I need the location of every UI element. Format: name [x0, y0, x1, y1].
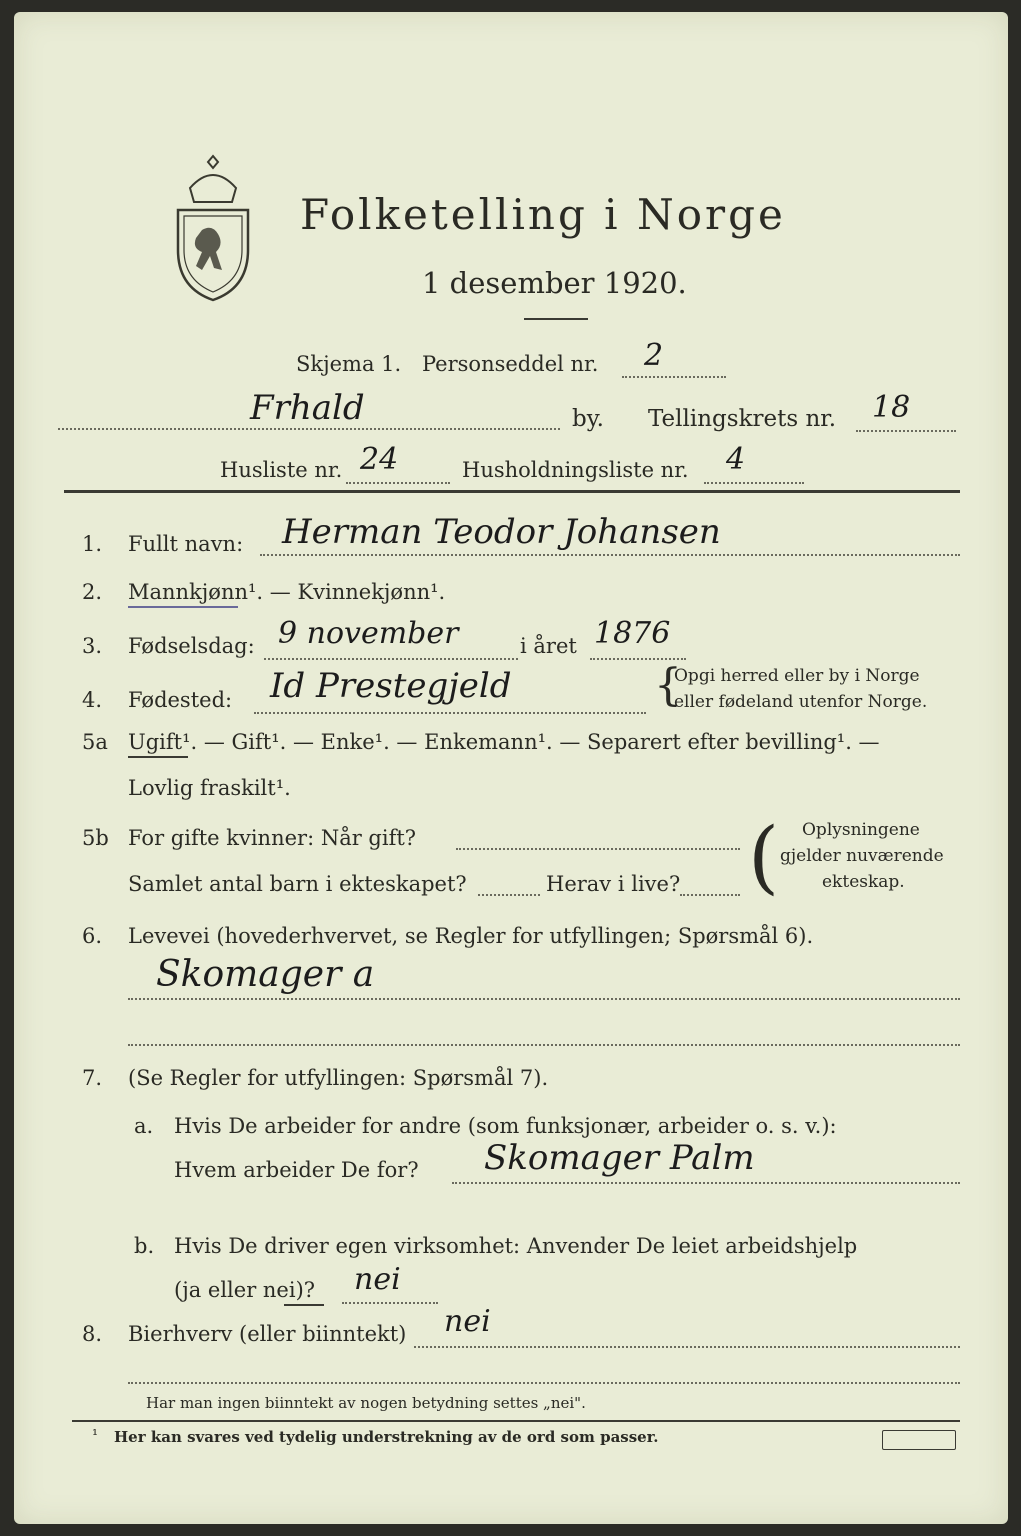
- q3-number: 3.: [82, 634, 103, 658]
- q8-line2: [128, 1382, 960, 1384]
- q3-value[interactable]: 9 november: [278, 616, 459, 651]
- city-line: [58, 428, 560, 430]
- husholdningsliste-label: Husholdningsliste nr.: [462, 458, 689, 482]
- q7a-line2: Hvem arbeider De for?: [174, 1158, 419, 1182]
- footnote-mark: ¹: [92, 1426, 99, 1444]
- q5b-note1: Oplysningene: [802, 820, 920, 840]
- q2-underline: [128, 606, 238, 608]
- q5b-line1-blank: [456, 848, 740, 850]
- q6-line2: [128, 1044, 960, 1046]
- q7b-line2: (ja eller nei)?: [174, 1278, 316, 1302]
- census-form-card: [14, 12, 1008, 1524]
- city-value[interactable]: Frhald: [250, 388, 365, 428]
- q5b-line2b: Herav i live?: [546, 872, 681, 896]
- footnote-text: Her kan svares ved tydelig understrekning av de ord som passer.: [114, 1428, 659, 1446]
- q1-line: [260, 554, 960, 556]
- q4-line: [254, 712, 646, 714]
- header-divider: [64, 490, 960, 493]
- q7b-line1: Hvis De driver egen virksomhet: Anvender De leiet arbeidshjelp: [174, 1234, 858, 1258]
- q7-number: 7.: [82, 1066, 103, 1090]
- q5b-line1: For gifte kvinner: Når gift?: [128, 826, 417, 850]
- personseddel-label: Personseddel nr.: [422, 352, 599, 376]
- title-divider: [524, 318, 588, 320]
- personseddel-value[interactable]: 2: [644, 338, 664, 373]
- q5b-live-blank: [680, 894, 740, 896]
- personseddel-line: [622, 376, 726, 378]
- husholdningsliste-line: [704, 482, 804, 484]
- nei-note: Har man ingen biinntekt av nogen betydning settes „nei".: [146, 1394, 586, 1412]
- q7-label: (Se Regler for utfyllingen: Spørsmål 7).: [128, 1066, 549, 1090]
- q7a-value[interactable]: Skomager Palm: [484, 1138, 755, 1178]
- husliste-value[interactable]: 24: [360, 442, 399, 477]
- tellingskrets-label: Tellingskrets nr.: [648, 406, 837, 432]
- q6-label: Levevei (hovederhvervet, se Regler for utfyllingen; Spørsmål 6).: [128, 924, 814, 948]
- q2-label: Mannkjønn¹. — Kvinnekjønn¹.: [128, 580, 446, 604]
- by-label: by.: [572, 406, 604, 432]
- footnote-divider: [72, 1420, 960, 1422]
- q5a-line2: Lovlig fraskilt¹.: [128, 776, 291, 800]
- q4-value[interactable]: Id Prestegjeld: [270, 666, 512, 706]
- q7b-line: [342, 1302, 438, 1304]
- q5b-brace: (: [748, 810, 780, 903]
- husliste-line: [346, 482, 450, 484]
- husliste-label: Husliste nr.: [220, 458, 343, 482]
- q6-value[interactable]: Skomager a: [156, 954, 375, 995]
- q5a-underline: [128, 756, 188, 758]
- husholdningsliste-value[interactable]: 4: [726, 442, 746, 477]
- q7a-line1: Hvis De arbeider for andre (som funksjonær, arbeider o. s. v.):: [174, 1114, 837, 1138]
- q4-note-line1: Opgi herred eller by i Norge: [674, 666, 920, 686]
- q5b-note3: ekteskap.: [822, 872, 905, 892]
- q4-label: Fødested:: [128, 688, 233, 712]
- q3-year-value[interactable]: 1876: [594, 616, 671, 651]
- q4-note-line2: eller fødeland utenfor Norge.: [674, 692, 928, 712]
- q1-label: Fullt navn:: [128, 532, 244, 556]
- q1-number: 1.: [82, 532, 103, 556]
- q4-brace: {: [654, 660, 682, 711]
- q1-value[interactable]: Herman Teodor Johansen: [282, 512, 721, 552]
- q8-value[interactable]: nei: [444, 1304, 491, 1339]
- tellingskrets-value[interactable]: 18: [872, 390, 911, 425]
- q5a-number: 5a: [82, 730, 108, 754]
- q5b-note2: gjelder nuværende: [780, 846, 944, 866]
- q7b-letter: b.: [134, 1234, 155, 1258]
- q7b-nei-underline: [284, 1304, 324, 1306]
- q3-label: Fødselsdag:: [128, 634, 255, 658]
- q3-line: [264, 658, 518, 660]
- q7a-line: [452, 1182, 960, 1184]
- q8-label: Bierhverv (eller biinntekt): [128, 1322, 407, 1346]
- form-title: Folketelling i Norge: [300, 190, 786, 239]
- printer-stamp: [882, 1430, 956, 1450]
- q5a-line1: Ugift¹. — Gift¹. — Enke¹. — Enkemann¹. — Separert efter bevilling¹. —: [128, 730, 880, 754]
- q5b-barn-blank: [478, 894, 540, 896]
- skjema-label: Skjema 1.: [296, 352, 402, 376]
- q6-number: 6.: [82, 924, 103, 948]
- q8-line: [414, 1346, 960, 1348]
- q6-line1: [128, 998, 960, 1000]
- q5b-number: 5b: [82, 826, 109, 850]
- q7b-value[interactable]: nei: [354, 1262, 401, 1297]
- q3-year-label: i året: [520, 634, 577, 658]
- q7a-letter: a.: [134, 1114, 154, 1138]
- q2-number: 2.: [82, 580, 103, 604]
- tellingskrets-line: [856, 430, 956, 432]
- census-date: 1 desember 1920.: [422, 266, 687, 300]
- norwegian-coat-of-arms-icon: [172, 152, 254, 302]
- q4-number: 4.: [82, 688, 103, 712]
- q8-number: 8.: [82, 1322, 103, 1346]
- q5b-line2a: Samlet antal barn i ekteskapet?: [128, 872, 467, 896]
